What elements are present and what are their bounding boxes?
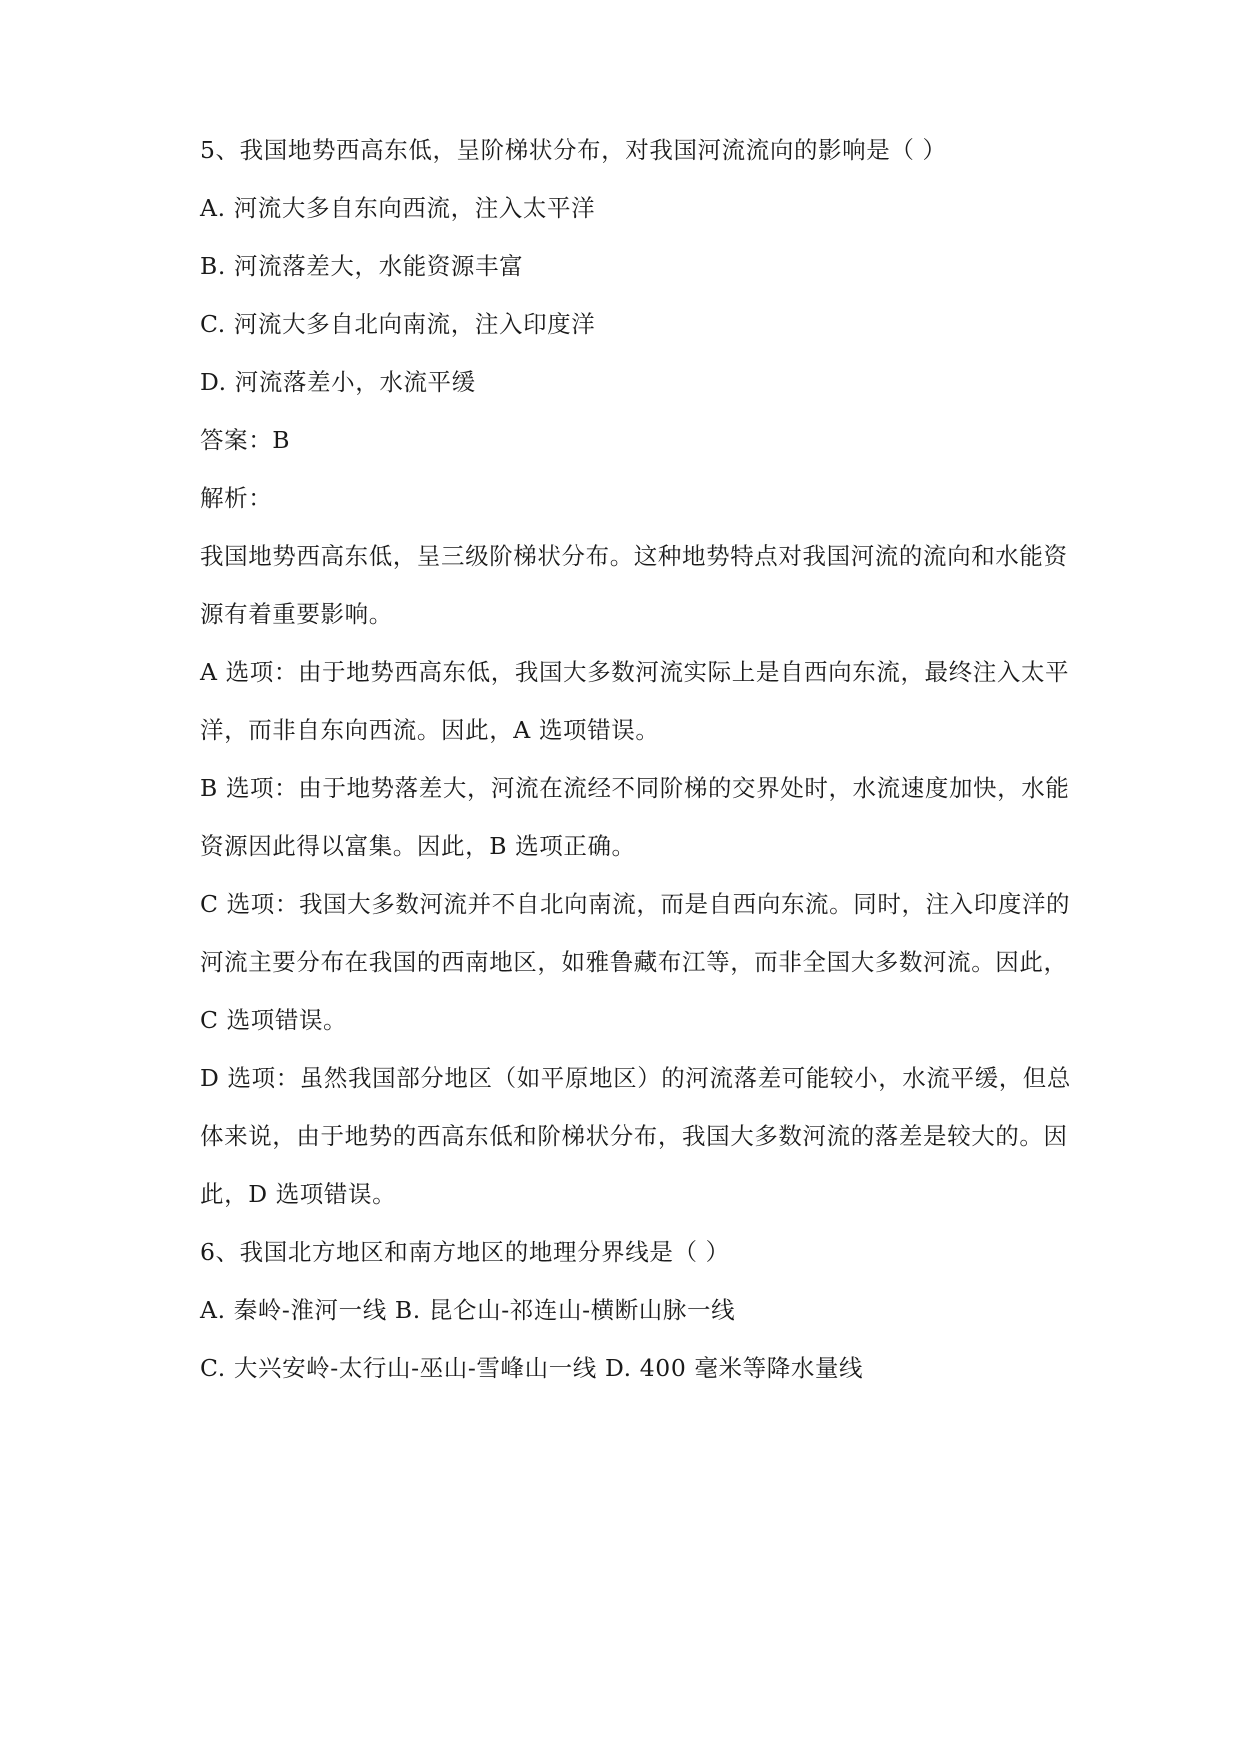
analysis-intro-line-2: 源有着重要影响。 [200, 600, 393, 628]
analysis-option-d-line-1: D 选项：虽然我国部分地区（如平原地区）的河流落差可能较小，水流平缓，但总 [200, 1064, 1072, 1092]
analysis-option-b-line-1: B 选项：由于地势落差大，河流在流经不同阶梯的交界处时，水流速度加快，水能 [200, 774, 1070, 802]
analysis-option-c-line-1: C 选项：我国大多数河流并不自北向南流，而是自西向东流。同时，注入印度洋的 [200, 890, 1071, 918]
analysis-intro-line-1: 我国地势西高东低，呈三级阶梯状分布。这种地势特点对我国河流的流向和水能资 [200, 542, 1068, 570]
question-6-options-cd: C. 大兴安岭-太行山-巫山-雪峰山一线 D. 400 毫米等降水量线 [200, 1354, 864, 1382]
question-6-stem: 6、我国北方地区和南方地区的地理分界线是（ ） [200, 1238, 730, 1266]
analysis-heading: 解析： [200, 484, 273, 512]
question-5-stem: 5、我国地势西高东低，呈阶梯状分布，对我国河流流向的影响是（ ） [200, 136, 947, 164]
question-5-answer: 答案：B [200, 426, 291, 454]
question-6-options-ab: A. 秦岭-淮河一线 B. 昆仑山-祁连山-横断山脉一线 [200, 1296, 736, 1324]
analysis-option-a-line-2: 洋，而非自东向西流。因此，A 选项错误。 [200, 716, 660, 744]
analysis-option-c-line-2: 河流主要分布在我国的西南地区，如雅鲁藏布江等，而非全国大多数河流。因此， [200, 948, 1068, 976]
analysis-option-b-line-2: 资源因此得以富集。因此，B 选项正确。 [200, 832, 636, 860]
analysis-option-d-line-2: 体来说，由于地势的西高东低和阶梯状分布，我国大多数河流的落差是较大的。因 [200, 1122, 1068, 1150]
question-5-option-a: A. 河流大多自东向西流，注入太平洋 [200, 194, 596, 222]
question-5-option-c: C. 河流大多自北向南流，注入印度洋 [200, 310, 596, 338]
analysis-option-d-line-3: 此，D 选项错误。 [200, 1180, 397, 1208]
question-5-option-d: D. 河流落差小，水流平缓 [200, 368, 476, 396]
analysis-option-c-line-3: C 选项错误。 [200, 1006, 348, 1034]
question-5-option-b: B. 河流落差大，水能资源丰富 [200, 252, 524, 280]
analysis-option-a-line-1: A 选项：由于地势西高东低，我国大多数河流实际上是自西向东流，最终注入太平 [200, 658, 1070, 686]
